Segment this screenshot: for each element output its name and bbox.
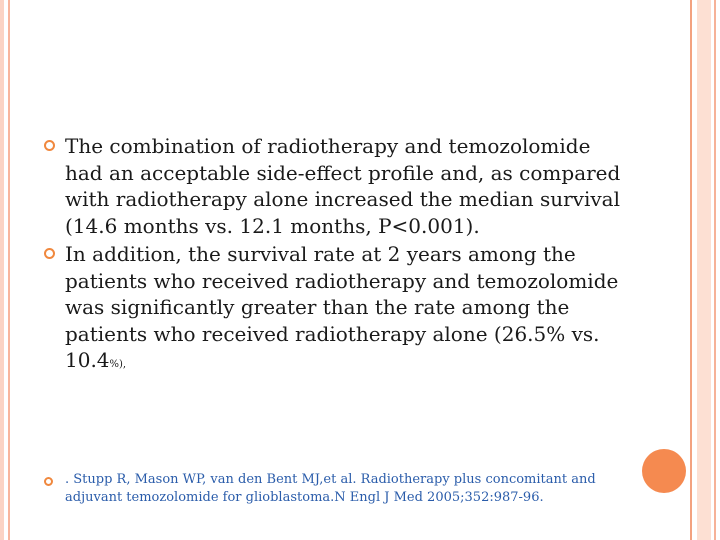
bullet-text: In addition, the survival rate at 2 years among the patients who received radiotherapy and temozolomide was significantly greater than the rate among the patients who received radiotherapy alone (26.5% vs. 10.4	[65, 242, 619, 372]
right-border-band	[697, 0, 711, 540]
right-border-line	[690, 0, 692, 540]
bullet-ring-icon	[44, 248, 55, 259]
bullet-ring-icon	[44, 140, 55, 151]
reference-citation	[44, 471, 645, 507]
left-border-line	[8, 0, 10, 540]
right-border-line-outer	[714, 0, 716, 540]
reference-text: . Stupp R, Mason WP, van den Bent MJ,et al. Radiotherapy plus concomitant and adjuvant temozolomide for glioblastoma.N Engl J Med 2005;352:987-96.	[65, 472, 596, 505]
bullet-item-survival-rate	[44, 241, 634, 379]
bullet-ring-icon	[44, 477, 53, 486]
bullet-text-suffix: %),	[109, 359, 127, 370]
bullet-list	[44, 133, 634, 381]
decorative-circle	[642, 449, 686, 493]
bullet-item-combination	[44, 133, 634, 239]
bullet-text: The combination of radiotherapy and temozolomide had an acceptable side-effect profile and, as compared with radiotherapy alone increased the median survival (14.6 months vs. 12.1 months, P<0.001).	[65, 134, 621, 238]
left-border-stripe	[0, 0, 4, 540]
